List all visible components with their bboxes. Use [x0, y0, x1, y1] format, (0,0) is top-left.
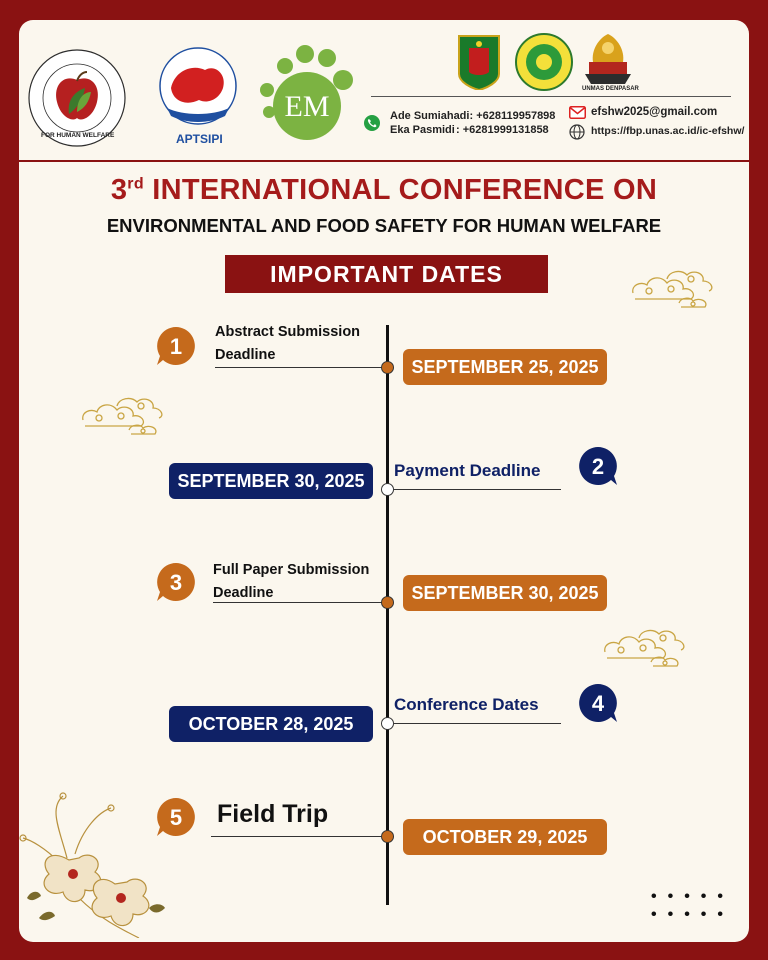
step-1-label-line2: Deadline: [215, 347, 276, 363]
flower-ornament-icon: [19, 788, 169, 938]
title-line-1: INTERNATIONAL CONFERENCE ON: [143, 174, 658, 206]
cloud-ornament-icon: [599, 622, 695, 672]
header-divider: [19, 160, 749, 162]
contact-2-phone: : +6281999131858: [456, 124, 549, 136]
contact-1-name: Ade Sumiahadi: [390, 110, 470, 122]
government-crest-logo: [457, 34, 501, 90]
globe-icon: [569, 124, 585, 140]
step-1-label: [215, 321, 360, 367]
aptsipi-name: APTSIPI: [176, 132, 223, 146]
step-1-badge: [155, 325, 197, 367]
cloud-ornament-icon: [77, 390, 173, 440]
contact-1: [390, 110, 555, 122]
step-4-connector: [394, 723, 561, 724]
step-3-label-line2: Deadline: [213, 585, 274, 601]
step-1-date: SEPTEMBER 25, 2025: [403, 349, 607, 385]
step-3-connector: [213, 602, 385, 603]
phone-icon: [364, 115, 380, 131]
contact-2-name: Eka Pasmidi: [390, 124, 455, 136]
step-3-badge: [155, 561, 197, 603]
website-link[interactable]: https://fbp.unas.ac.id/ic-efshw/: [591, 125, 745, 137]
step-3-label-line1: Full Paper Submission: [213, 562, 370, 578]
step-5-number: 5: [169, 805, 183, 830]
conference-title: [19, 174, 749, 207]
email[interactable]: efshw2025@gmail.com: [591, 106, 718, 118]
unmas-logo: [579, 30, 637, 86]
step-1-number: 1: [169, 334, 183, 359]
step-2-dot: [381, 483, 394, 496]
efshw-logo-bottom-text: FOR HUMAN WELFARE: [41, 132, 115, 139]
step-5-date: OCTOBER 29, 2025: [403, 819, 607, 855]
decorative-dots: ••••• •••••: [651, 888, 735, 923]
step-2-number: 2: [591, 454, 605, 479]
step-3-label: [213, 559, 369, 605]
step-4-date: OCTOBER 28, 2025: [169, 706, 373, 742]
important-dates-banner: IMPORTANT DATES: [225, 255, 548, 293]
step-1-label-line1: Abstract Submission: [215, 324, 361, 340]
step-2-date: SEPTEMBER 30, 2025: [169, 463, 373, 499]
step-4-label: Conference Dates: [394, 695, 539, 714]
step-4-badge: [577, 682, 619, 724]
step-3-number: 3: [169, 570, 183, 595]
em-logo-text: EM: [284, 90, 330, 123]
contact-2: [390, 124, 549, 136]
step-3-date: SEPTEMBER 30, 2025: [403, 575, 607, 611]
step-5-connector: [211, 836, 385, 837]
step-2-connector: [394, 489, 561, 490]
timeline-axis: [386, 325, 389, 905]
step-5-label: Field Trip: [217, 800, 329, 828]
unmas-name: UNMAS DENPASAR: [582, 86, 639, 92]
muhammadiyah-logo: [515, 33, 573, 91]
step-4-dot: [381, 717, 394, 730]
step-4-number: 4: [591, 691, 605, 716]
conference-subtitle: ENVIRONMENTAL AND FOOD SAFETY FOR HUMAN WELFARE: [106, 215, 662, 236]
step-2-badge: [577, 445, 619, 487]
step-3-dot: [381, 596, 394, 609]
cloud-ornament-icon: [627, 263, 723, 313]
step-2-label: Payment Deadline: [394, 461, 541, 480]
contact-divider: [371, 96, 731, 97]
step-1-connector: [215, 367, 385, 368]
aptsipi-logo: [153, 44, 243, 134]
ordinal-number: 3: [110, 174, 128, 206]
step-5-dot: [381, 830, 394, 843]
mail-icon: [569, 106, 586, 119]
contact-1-phone: : +628119957898: [469, 110, 556, 122]
poster-card: [19, 20, 749, 942]
step-1-dot: [381, 361, 394, 374]
ordinal-suffix: rd: [127, 175, 144, 193]
